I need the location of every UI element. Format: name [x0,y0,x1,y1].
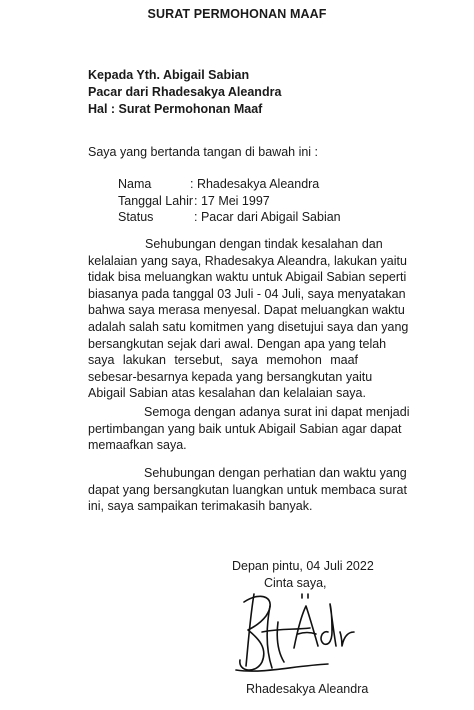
paragraph-hope [88,404,410,454]
signatory-name: Rhadesakya Aleandra [246,682,369,696]
paragraph-line: biasanya pada tanggal 03 Juli - 04 Juli, saya menyatakan [88,286,406,301]
paragraph-line: ini, saya sampaikan terimakasih banyak. [88,499,313,514]
intro-text: Saya yang bertanda tangan di bawah ini : [88,145,319,159]
recipient-block [88,67,281,118]
handwritten-signature [232,588,362,676]
closing-block [232,558,374,592]
paragraph-line: Abigail Sabian atas kesalahan dan kelalaian saya. [88,386,366,401]
paragraph-line: tidak bisa meluangkan waktu untuk Abigail Sabian seperti [88,270,407,285]
paragraph-line: memaafkan saya. [88,438,187,453]
identity-value: : 17 Mei 1997 [194,193,270,208]
paragraph-apology [88,236,409,402]
paragraph-line: kelalaian yang saya, Rhadesakya Aleandra, lakukan yaitu [88,253,407,268]
paragraph-line: Semoga dengan adanya surat ini dapat menjadi [144,405,410,419]
subject-line: Hal : Surat Permohonan Maaf [88,102,263,116]
identity-label: Status [118,210,154,224]
identity-value: : Pacar dari Abigail Sabian [194,210,341,224]
paragraph-line: dapat yang bersangkutan luangkan untuk membaca surat [88,482,407,497]
paragraph-line: Sehubungan dengan perhatian dan waktu yang [144,466,407,480]
paragraph-line: sebesar-besarnya kepada yang bersangkutan yaitu [88,369,373,384]
paragraph-line: bersangkutan sejak dari awal. Dengan apa yang telah [88,336,387,351]
letter-title: SURAT PERMOHONAN MAAF [147,7,327,21]
paragraph-line: adalah salah satu komitmen yang disetujui saya dan yang [88,319,409,334]
paragraph-thanks [88,465,407,515]
identity-label: Nama [118,177,152,191]
paragraph-line: Sehubungan dengan tindak kesalahan dan [145,237,383,251]
identity-label: Tanggal Lahir [118,193,194,208]
paragraph-line: bahwa saya merasa menyesal. Dapat meluangkan waktu [88,303,405,318]
place-date: Depan pintu, 04 Juli 2022 [232,559,374,573]
paragraph-line: pertimbangan yang baik untuk Abigail Sabian agar dapat [88,421,402,436]
recipient-line: Pacar dari Rhadesakya Aleandra [88,85,282,99]
paragraph-line: saya lakukan tersebut, saya memohon maaf [88,353,358,368]
closing-salutation: Cinta saya, [264,576,327,590]
recipient-line: Kepada Yth. Abigail Sabian [88,68,250,82]
identity-value: : Rhadesakya Aleandra [190,177,320,191]
